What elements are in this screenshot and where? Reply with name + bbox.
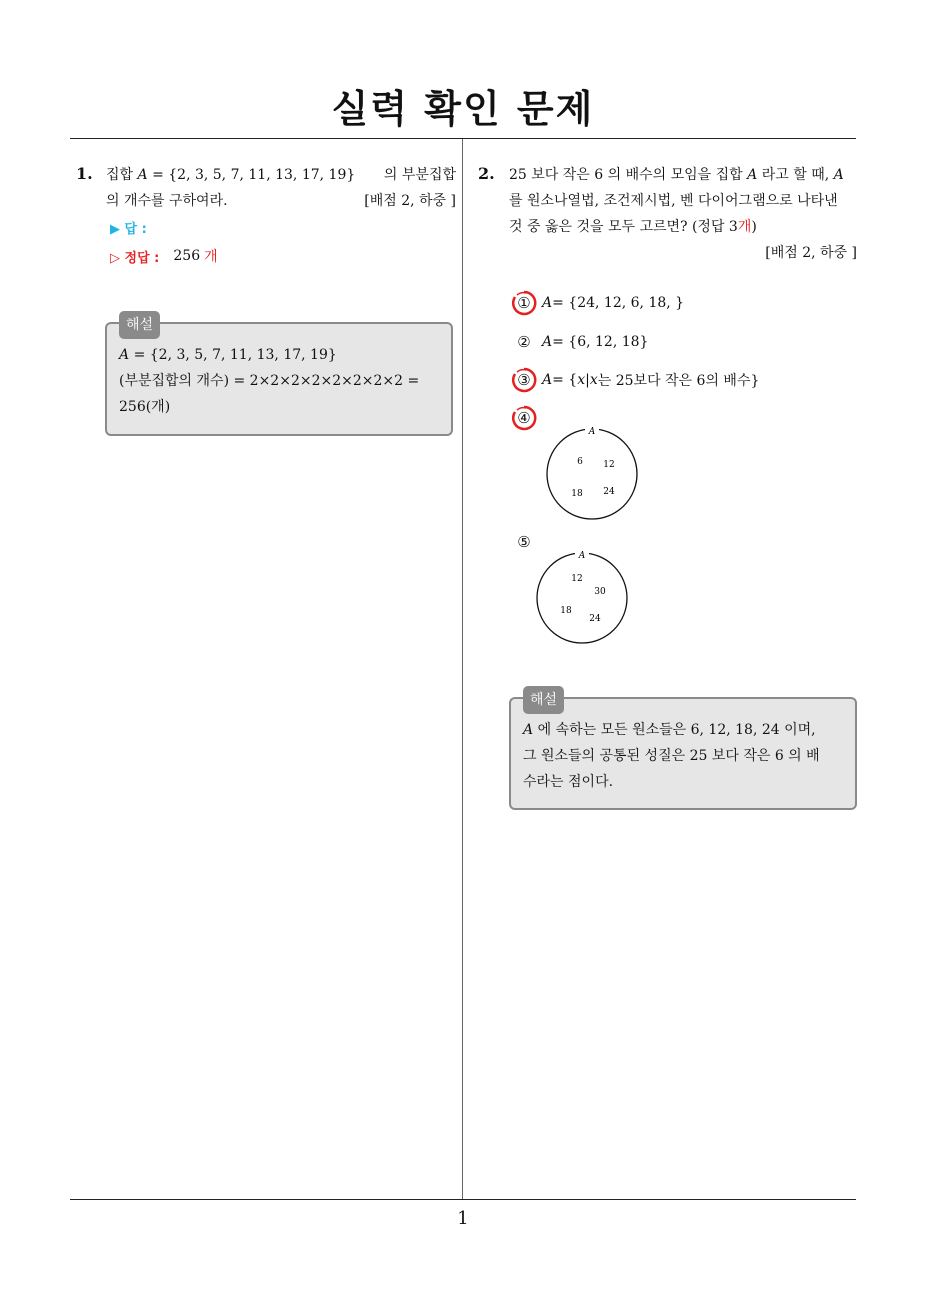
option-4-number: ④: [512, 406, 536, 430]
venn-4-element: 12: [603, 460, 615, 470]
q2-solution-line3: 수라는 점이다.: [523, 774, 614, 790]
page-number: 1: [457, 1208, 469, 1229]
q2-option-4[interactable]: [512, 406, 542, 430]
q2-solution-box: [509, 692, 857, 810]
red-circle-mark-icon: [511, 367, 537, 393]
q1-answer-line: [110, 218, 161, 237]
header-rule: [70, 138, 856, 139]
footer-rule: [70, 1199, 856, 1200]
q2-tag: [배점 2, 하중 ]: [765, 245, 857, 261]
venn-4-element: 18: [571, 489, 583, 499]
venn-4-circle: [547, 429, 637, 519]
venn-4-element: 6: [577, 457, 583, 467]
venn-4-label: A: [588, 427, 596, 437]
q1-text: 집합 A = {2, 3, 5, 7, 11, 13, 17, 19} 의 부분집합 의 개수를 구하여라. [배점 2, 하중 ]: [106, 162, 456, 214]
page-title: 실력 확인 문제: [331, 87, 595, 131]
q1-solution-line1: A = {2, 3, 5, 7, 11, 13, 17, 19}: [119, 347, 337, 363]
venn-5-label: A: [578, 551, 586, 561]
q1-correct-value: 256: [173, 248, 201, 264]
column-divider: [462, 139, 463, 1199]
venn-5-element: 18: [560, 606, 572, 616]
q1-correct-label: ▷ 정답 :: [110, 250, 160, 266]
q1-solution-box: [105, 317, 453, 436]
q1-solution-line3: 256(개): [119, 399, 171, 415]
q2-solution-line1: A 에 속하는 모든 원소들은 6, 12, 18, 24 이며,: [523, 722, 816, 738]
q1-number: 1.: [76, 164, 93, 183]
q2-solution-badge: 해설: [523, 686, 564, 714]
q1-answer-label: ▶ 답 :: [110, 222, 147, 237]
option-2-number: ②: [517, 333, 531, 351]
venn-5-element: 24: [589, 614, 601, 624]
venn-5-element: 12: [571, 574, 583, 584]
q2-option-3[interactable]: ③ A = { x | x 는 25보다 작은 6의 배수}: [512, 368, 759, 392]
option-3-number: ③: [512, 368, 536, 392]
q1-solution-badge: 해설: [119, 311, 160, 339]
option-5-number: ⑤: [517, 533, 531, 551]
venn-5-circle: [537, 553, 627, 643]
q1-text-line2: 의 개수를 구하여라.: [106, 193, 228, 209]
venn-4-element: 24: [603, 487, 615, 497]
q1-correct-unit: 개: [204, 249, 218, 265]
q2-number: 2.: [478, 164, 495, 183]
red-circle-mark-icon: [511, 290, 537, 316]
q2-option-2[interactable]: ② A = {6, 12, 18}: [512, 330, 648, 354]
q2-solution-line2: 그 원소들의 공통된 성질은 25 보다 작은 6 의 배: [523, 748, 820, 764]
venn-diagram-option-5: [530, 546, 634, 650]
q1-solution-line2: (부분집합의 개수) = 2×2×2×2×2×2×2×2 =: [119, 373, 420, 389]
option-1-number: ①: [512, 291, 536, 315]
q2-option-1[interactable]: ① A = {24, 12, 6, 18, }: [512, 291, 684, 315]
venn-diagram-option-4: [540, 422, 644, 526]
q1-tag: [배점 2, 하중 ]: [364, 193, 456, 209]
red-circle-mark-icon: [511, 405, 537, 431]
q1-correct-line: [110, 246, 218, 266]
venn-5-element: 30: [594, 587, 606, 597]
q2-text: 25 보다 작은 6 의 배수의 모임을 집합 A 라고 할 때, A 를 원소나열법, 조건제시법, 벤 다이어그램으로 나타낸 것 중 옳은 것을 모두 고르면? (정답 3개) [배점 2, 하중 ]: [509, 162, 857, 266]
